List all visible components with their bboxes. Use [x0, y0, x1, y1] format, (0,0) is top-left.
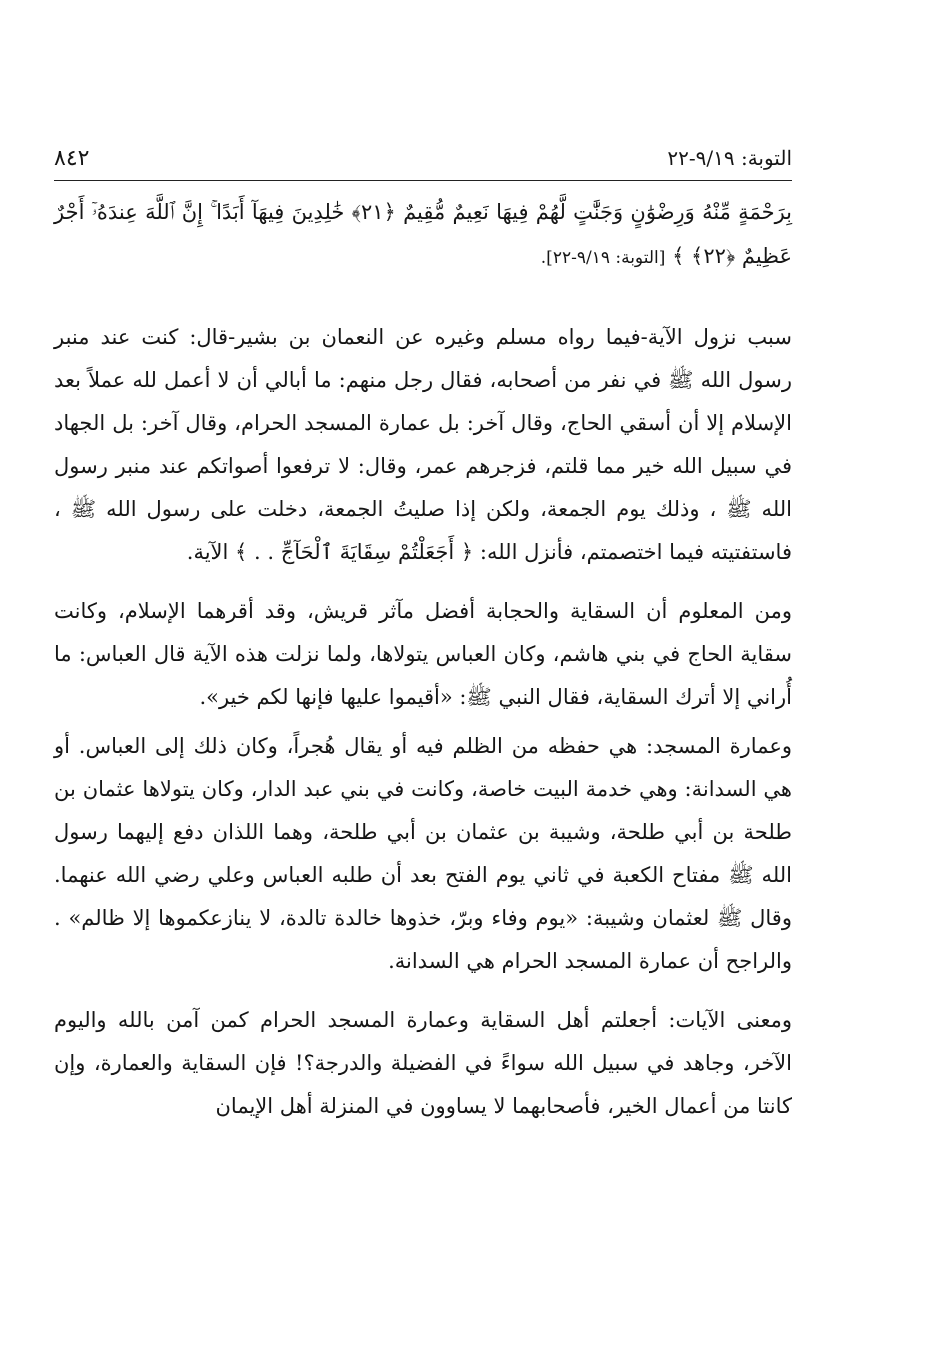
paragraph-revelation-cause: سبب نزول الآية-فيما رواه مسلم وغيره عن النعمان بن بشير-قال: كنت عند منبر رسول الله ﷺ في نفر من أصحابه، فقال رجل منهم: ما أبالي أن لا أعمل لله عملاً بعد الإسلام إلا أن أسقي الحاج، وقال آخر: بل عمارة المسجد الحرام، وقال آخر: بل الجهاد في سبيل الله خير مما قلتم، فزجرهم عمر، وقال: لا ترفعوا أصواتكم عند منبر رسول الله ﷺ ، وذلك يوم الجمعة، ولكن إذا صليتُ الجمعة، دخلت على رسول الله ﷺ ، فاستفتيته فيما اختصمتم، فأنزل الله: ﴿ أَجَعَلْتُمْ سِقَايَةَ ٱلْحَآجِّ . . ﴾ الآية.	[54, 325, 793, 564]
quran-verse	[54, 190, 792, 280]
verse-text: بِرَحْمَةٍ مِّنْهُ وَرِضْوَٰنٍ وَجَنَّٰتٍ لَّهُمْ فِيهَا نَعِيمٌ مُّقِيمٌ ﴿٢١﴾ خَٰلِدِينَ فِيهَآ أَبَدًا ۚ إِنَّ ٱللَّهَ عِندَهُۥٓ أَجْرٌ عَظِيمٌ ﴿٢٢﴾ ﴾	[54, 200, 792, 268]
page-number: ٨٤٢	[54, 146, 90, 171]
body-text	[54, 316, 792, 1144]
paragraph-siqaya: ومن المعلوم أن السقاية والحجابة أفضل مآثر قريش، وقد أقرهما الإسلام، وكانت سقاية الحاج في بني هاشم، وكان العباس يتولاها، ولما نزلت هذه الآية قال العباس: ما أُراني إلا أترك السقاية، فقال النبي ﷺ: «أقيموا عليها فإنها لكم خير».	[54, 599, 792, 709]
running-head: التوبة: ٩/١٩-٢٢	[667, 146, 792, 170]
paragraph-meaning: ومعنى الآيات: أجعلتم أهل السقاية وعمارة المسجد الحرام كمن آمن بالله واليوم الآخر، وجاهد في سبيل الله سواءً في الفضيلة والدرجة؟! فإن السقاية والعمارة، وإن كانتا من أعمال الخير، فأصحابهما لا يساوون في المنزلة أهل الإيمان	[54, 1008, 792, 1118]
verse-reference: [التوبة: ٩/١٩-٢٢].	[540, 248, 666, 268]
paragraph-masjid-imara: وعمارة المسجد: هي حفظه من الظلم فيه أو يقال هُجراً، وكان ذلك إلى العباس. أو هي السدانة: وهي خدمة البيت خاصة، وكانت في بني عبد الدار، وكان يتولاها عثمان بن طلحة بن أبي طلحة، وشيبة بن عثمان بن أبي طلحة، وهما اللذان دفع إليهما رسول الله ﷺ مفتاح الكعبة في ثاني يوم الفتح بعد أن طلبه العباس وعلي رضي الله عنهما. وقال ﷺ لعثمان وشيبة: «يوم وفاء وبرّ، خذوها خالدة تالدة، لا ينازعكموها إلا ظالم» . والراجح أن عمارة المسجد الحرام هي السدانة.	[54, 734, 792, 973]
page-header	[54, 142, 792, 181]
